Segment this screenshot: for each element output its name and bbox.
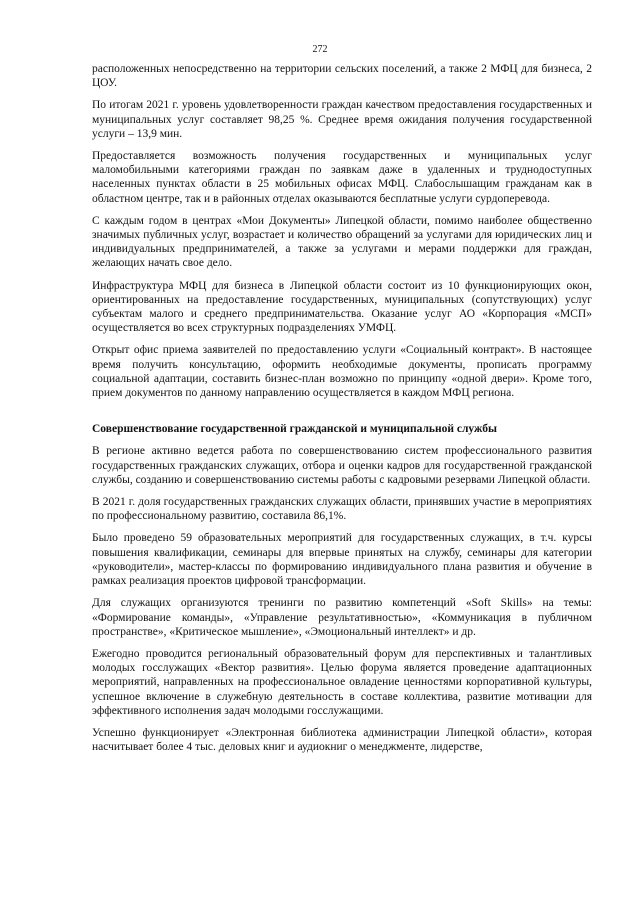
paragraph: Успешно функционирует «Электронная библиотека администрации Липецкой области», которая насчитывает более 4 тыс. деловых книг и аудиокниг о менеджменте, лидерстве, [92,726,592,754]
paragraph: Для служащих организуются тренинги по развитию компетенций «Soft Skills» на темы: «Формирование команды», «Управление результативностью», «Коммуникация в публичном пространстве», «Критическое мышление», «Эмоциональный интеллект» и др. [92,597,592,638]
paragraph: Ежегодно проводится региональный образовательный форум для перспективных и талантливых молодых госслужащих «Вектор развития». Целью форума является проведение адаптационных мероприятий, направленных на профессиональное овладение ценностями корпоративной культуры, успешное включение в служебную деятельность в составе коллектива, развитие мотивации для эффективного исполнения задач молодыми госслужащими. [92,647,592,717]
document-body [92,62,592,762]
section-heading: Совершенствование государственной гражданской и муниципальной службы [92,423,497,436]
paragraph: расположенных непосредственно на территории сельских поселений, а также 2 МФЦ для бизнеса, 2 ЦОУ. [92,63,592,90]
paragraph: В регионе активно ведется работа по совершенствованию систем профессионального развития государственных гражданских служащих, отбора и оценки кадров для государственной гражданской службы, созданию и совершенствованию системы работы с кадровыми резервами Липецкой области. [92,445,592,486]
paragraph: Инфраструктура МФЦ для бизнеса в Липецкой области состоит из 10 функционирующих окон, ориентированных на предоставление государственных, муниципальных (сопутствующих) услуг субъектам малого и среднего предпринимательства. Оказание услуг АО «Корпорация «МСП» осуществляется во всех структурных подразделениях УМФЦ. [92,279,592,335]
page-number: 272 [312,44,328,55]
paragraph: Открыт офис приема заявителей по предоставлению услуги «Социальный контракт». В настоящее время получить консультацию, оформить необходимые документы, прописать программу социальной адаптации, составить бизнес-план возможно по принципу «одной двери». Кроме того, прием документов по данному направлению осуществляется в каждом МФЦ региона. [92,344,592,400]
paragraph: По итогам 2021 г. уровень удовлетворенности граждан качеством предоставления государственных и муниципальных услуг составляет 98,25 %. Среднее время ожидания получения государственной услуги – 13,9 мин. [92,99,592,140]
paragraph: Предоставляется возможность получения государственных и муниципальных услуг маломобильными категориями граждан по заявкам даже в удаленных и труднодоступных населенных пунктах области в 25 мобильных офисах МФЦ. Слабослышащим гражданам как в областном центре, так и в районных отделах оказываются бесплатные услуги сурдоперевода. [92,150,592,205]
paragraph: В 2021 г. доля государственных гражданских служащих области, принявших участие в мероприятиях по профессиональному развитию, составила 86,1%. [92,496,592,523]
paragraph: Было проведено 59 образовательных мероприятий для государственных служащих, в т.ч. курсы повышения квалификации, семинары для впервые принятых на службу, семинары для категории «руководители», мастер-классы по формированию индивидуального плана развития и обучение в рамках реализация проектов цифровой трансформации. [92,532,592,588]
paragraph: С каждым годом в центрах «Мои Документы» Липецкой области, помимо наиболее общественно значимых публичных услуг, возрастает и количество обращений за услугами для юридических лиц и индивидуальных предпринимателей, а также за услугами и мерами поддержки для граждан, желающих начать свое дело. [92,214,592,270]
